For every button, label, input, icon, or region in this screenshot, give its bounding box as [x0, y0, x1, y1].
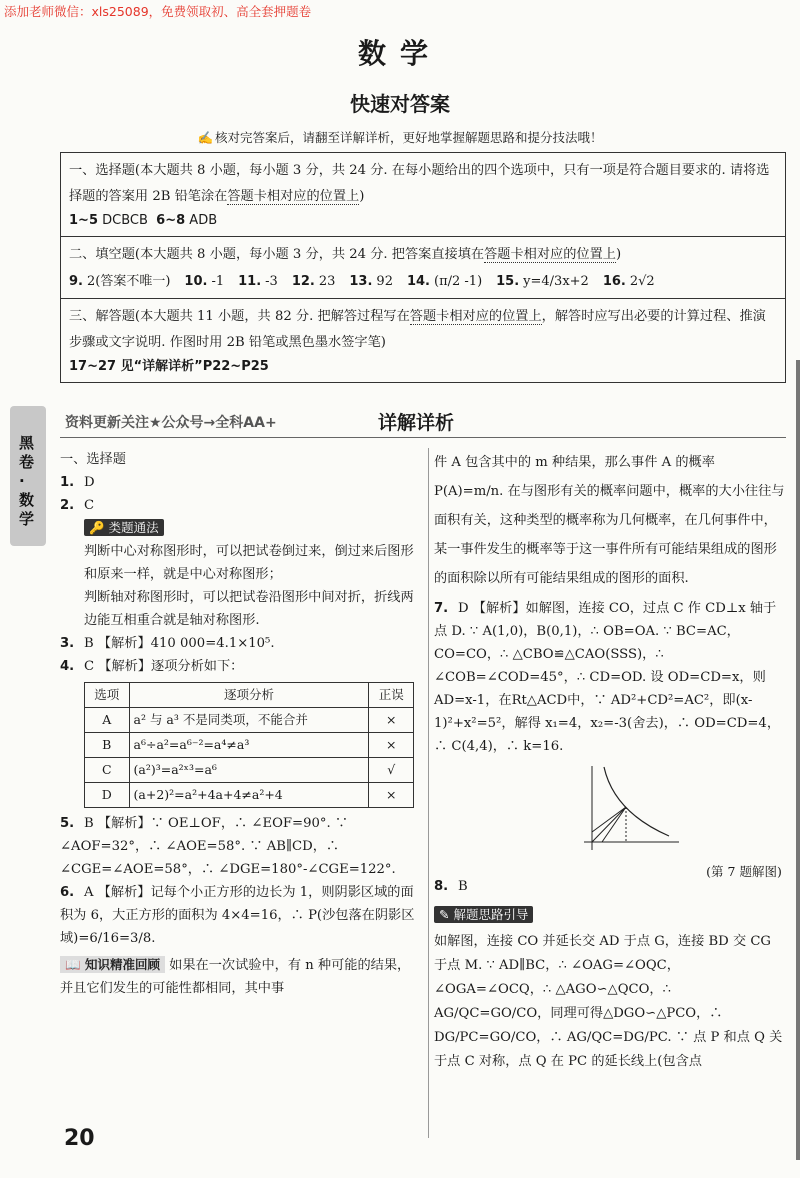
page-edge	[796, 360, 800, 1160]
td: (a²)³=a²ˣ³=a⁶	[129, 758, 369, 783]
fill-item	[407, 270, 482, 294]
td: C	[85, 758, 130, 783]
sec2-head: 二、填空题(本大题共 8 小题，每小题 3 分，共 24 分. 把答案直接填在	[69, 247, 485, 262]
edit-icon: ✎	[439, 907, 450, 922]
watermark: 添加老师微信：xls25089，免费领取初、高全套押题卷	[4, 4, 312, 19]
q4	[60, 655, 422, 678]
q-num: 7.	[434, 601, 449, 616]
section-fill	[61, 237, 785, 299]
tag-knowledge-text: 知识精准回顾	[84, 957, 160, 972]
seg-bc	[592, 807, 626, 832]
fill-val: 2√2	[629, 274, 655, 289]
section-solve	[61, 299, 785, 382]
fill-num: 16.	[602, 274, 626, 289]
q-num: 1.	[60, 475, 75, 490]
column-divider	[428, 448, 429, 1138]
fill-item	[292, 270, 336, 294]
knowledge-text: 如果在一次试验中，有 n 种可能的结果，并且它们发生的可能性都相同，其中事	[60, 958, 411, 996]
fill-num: 12.	[291, 274, 315, 289]
fill-item	[184, 270, 224, 294]
q-num: 4.	[60, 659, 75, 674]
q-text: 【解析】410 000=4.1×10⁵.	[97, 636, 275, 651]
q-ans: D	[458, 601, 469, 616]
q7-figure	[574, 762, 782, 879]
q-num: 8.	[434, 879, 449, 894]
page-title: 数学	[357, 37, 442, 70]
ans-value-b: ADB	[189, 213, 218, 228]
sec3-tail: ，解答时应写出必要的计算过程、推演步骤或文字说明. 作图时用 2B 铅笔或黑色墨水签字笔)	[69, 309, 766, 350]
q-ans: C	[84, 659, 95, 674]
td: (a+2)²=a²+4a+4≠a²+4	[129, 783, 369, 808]
section-title: 详解详析	[378, 412, 455, 434]
sec3-ans: 17~27 见“详解详析”P22~P25	[69, 359, 269, 374]
fill-val: -3	[265, 274, 278, 289]
sec1-dotted: 答题卡相对应的位置上	[227, 189, 360, 204]
side-tab-label: 黑卷·数学	[19, 434, 35, 528]
q-num: 5.	[60, 816, 75, 831]
tag-guide	[434, 906, 533, 923]
q-ans: B	[84, 636, 94, 651]
method-p1: 判断中心对称图形时，可以把试卷倒过来，倒过来后图形和原来一样，就是中心对称图形；	[84, 544, 414, 582]
tag-guide-text: 解题思路引导	[453, 907, 529, 922]
sec1-tail: )	[359, 189, 365, 204]
fill-num: 10.	[184, 274, 208, 289]
q-ans: B	[458, 879, 468, 894]
key-icon: 🔑	[89, 520, 105, 535]
prob-text: 件 A 包含其中的 m 种结果，那么事件 A 的概率 P(A)=m/n. 在与图形有关的概率问题中，概率的大小往往与面积有关，这种类型的概率称为几何概率，在几何事件中，某一事件发生的概率等于这一事件所有可能结果组成的图形的面积除以所有可能结果组成的图形的面积.	[434, 455, 785, 586]
fill-item	[349, 270, 393, 294]
fill-item	[238, 270, 278, 294]
side-tab	[10, 406, 46, 546]
fill-item	[603, 270, 655, 294]
q-ans: C	[84, 498, 95, 513]
right-column	[434, 448, 786, 1074]
tag-method	[84, 519, 164, 536]
ans-value-a: DCBCB	[102, 213, 148, 228]
fill-num: 14.	[406, 274, 430, 289]
choice-answers	[69, 210, 777, 232]
fill-val: 92	[376, 274, 393, 289]
q1	[60, 471, 422, 494]
ans-range-a: 1~5	[69, 213, 98, 228]
th: 正误	[369, 683, 414, 708]
tag-method-text: 类题通法	[108, 520, 159, 535]
fill-num: 9.	[69, 274, 83, 289]
sec3-head: 三、解答题(本大题共 11 小题，共 82 分. 把解答过程写在	[69, 309, 410, 324]
td: √	[369, 758, 414, 783]
q-text: 【解析】记每个小正方形的边长为 1，则阴影区域的面积为 6，大正方形的面积为 4×4=16，∴ P(沙包落在阴影区域)=6/16=3/8.	[60, 885, 415, 946]
fill-num: 15.	[496, 274, 520, 289]
q7-graph	[574, 762, 684, 852]
td: B	[85, 733, 130, 758]
td: ×	[369, 708, 414, 733]
fill-val: -1	[211, 274, 225, 289]
fill-val: 23	[318, 274, 336, 289]
q-ans: D	[84, 475, 95, 490]
fill-num: 11.	[238, 274, 262, 289]
q6	[60, 881, 422, 950]
q-text: 【解析】如解图，连接 CO，过点 C 作 CD⊥x 轴于点 D. ∵ A(1,0)，B(0,1)，∴ OB=OA. ∵ BC=AC，CO=CO，∴ △CBO≌△CAO(SSS)，∴ ∠COB=∠COD=45°，∴ CD=OD. 设 OD=CD=x，则 AD=x-1，在Rt△ACD中，∵ AD²+CD²=AC²，即(x-1)²+x²=5²，解得 x₁=4，x₂=-3(舍去)，∴ OD=CD=4，∴ C(4,4)，∴ k=16.	[434, 601, 781, 754]
fill-item	[496, 270, 589, 294]
sec3-dotted: 答题卡相对应的位置上	[409, 309, 542, 324]
sec2-dotted: 答题卡相对应的位置上	[484, 247, 616, 262]
td: ×	[369, 783, 414, 808]
q-ans: B	[84, 816, 94, 831]
q-num: 2.	[60, 498, 75, 513]
q-text: 【解析】逐项分析如下：	[98, 659, 244, 674]
tag-knowledge	[60, 956, 165, 973]
method-p2: 判断轴对称图形时，可以把试卷沿图形中间对折，折线两边能互相重合就是轴对称图形.	[84, 590, 414, 628]
fill-val: 2(答案不唯一)	[86, 274, 171, 289]
q-ans: A	[84, 885, 94, 900]
pen-icon: ✍	[197, 130, 214, 145]
ans-range-b: 6~8	[156, 213, 186, 228]
tip-line	[0, 128, 800, 146]
q-num: 6.	[60, 885, 75, 900]
th: 选项	[85, 683, 130, 708]
seg-ac	[602, 807, 626, 842]
td: D	[85, 783, 130, 808]
page-number: 20	[64, 1126, 95, 1151]
left-heading: 一、选择题	[60, 452, 126, 467]
fill-val: y=4/3x+2	[523, 274, 589, 289]
tip-text: 核对完答案后，请翻至详解详析，更好地掌握解题思路和提分技法哦！	[215, 130, 603, 145]
q-num: 3.	[60, 636, 75, 651]
sec2-tail: )	[616, 247, 622, 262]
q2	[60, 494, 422, 517]
detail-header	[60, 404, 786, 438]
td: A	[85, 708, 130, 733]
seg-oc	[592, 807, 626, 842]
td: a² 与 a³ 不是同类项，不能合并	[129, 708, 369, 733]
sec1-head: 一、选择题(本大题共 8 小题，每小题 3 分，共 24 分. 在每小题给出的四个选项中，只有一项是符合题目要求的. 请将选择题的答案用 2B 铅笔涂在	[69, 163, 770, 204]
td: ×	[369, 733, 414, 758]
guide-text: 如解图，连接 CO 并延长交 AD 于点 G，连接 BD 交 CG 于点 M. ∵ AD∥BC，∴ ∠OAG=∠OQC，∠OGA=∠OCQ，∴ △AGO∽△QCO，∴ AG/QC=GO/CO，同理可得△DGO∽△PCO，∴ DG/PC=GO/CO，∴ AG/QC=DG/PC. ∵ 点 P 和点 Q 关于点 C 对称，点 Q 在 PC 的延长线上(包含点	[434, 934, 783, 1069]
section-choice	[61, 153, 785, 237]
figure-caption: (第 7 题解图)	[706, 864, 782, 879]
solve-answer	[69, 356, 777, 378]
fill-answers	[69, 268, 777, 294]
th: 逐项分析	[129, 683, 369, 708]
analysis-table	[84, 682, 414, 808]
td: a⁶÷a²=a⁶⁻²=a⁴≠a³	[129, 733, 369, 758]
q7	[434, 597, 786, 758]
left-column	[60, 448, 422, 1000]
q3	[60, 632, 422, 655]
knowledge-review	[60, 954, 422, 1000]
fill-num: 13.	[349, 274, 373, 289]
fill-item	[69, 270, 170, 294]
fill-val: (π/2 -1)	[434, 274, 483, 289]
subtitle: 快速对答案	[350, 92, 450, 116]
q5	[60, 812, 422, 881]
promo-text: 资料更新关注★公众号→全科AA+	[65, 415, 277, 431]
book-icon: 📖	[65, 957, 81, 972]
q-text: 【解析】∵ OE⊥OF，∴ ∠EOF=90°. ∵ ∠AOF=32°，∴ ∠AOE=58°. ∵ AB∥CD，∴ ∠CGE=∠AOE=58°，∴ ∠DGE=180°-∠CGE=122°.	[60, 816, 396, 877]
quick-answer-box	[60, 152, 786, 383]
